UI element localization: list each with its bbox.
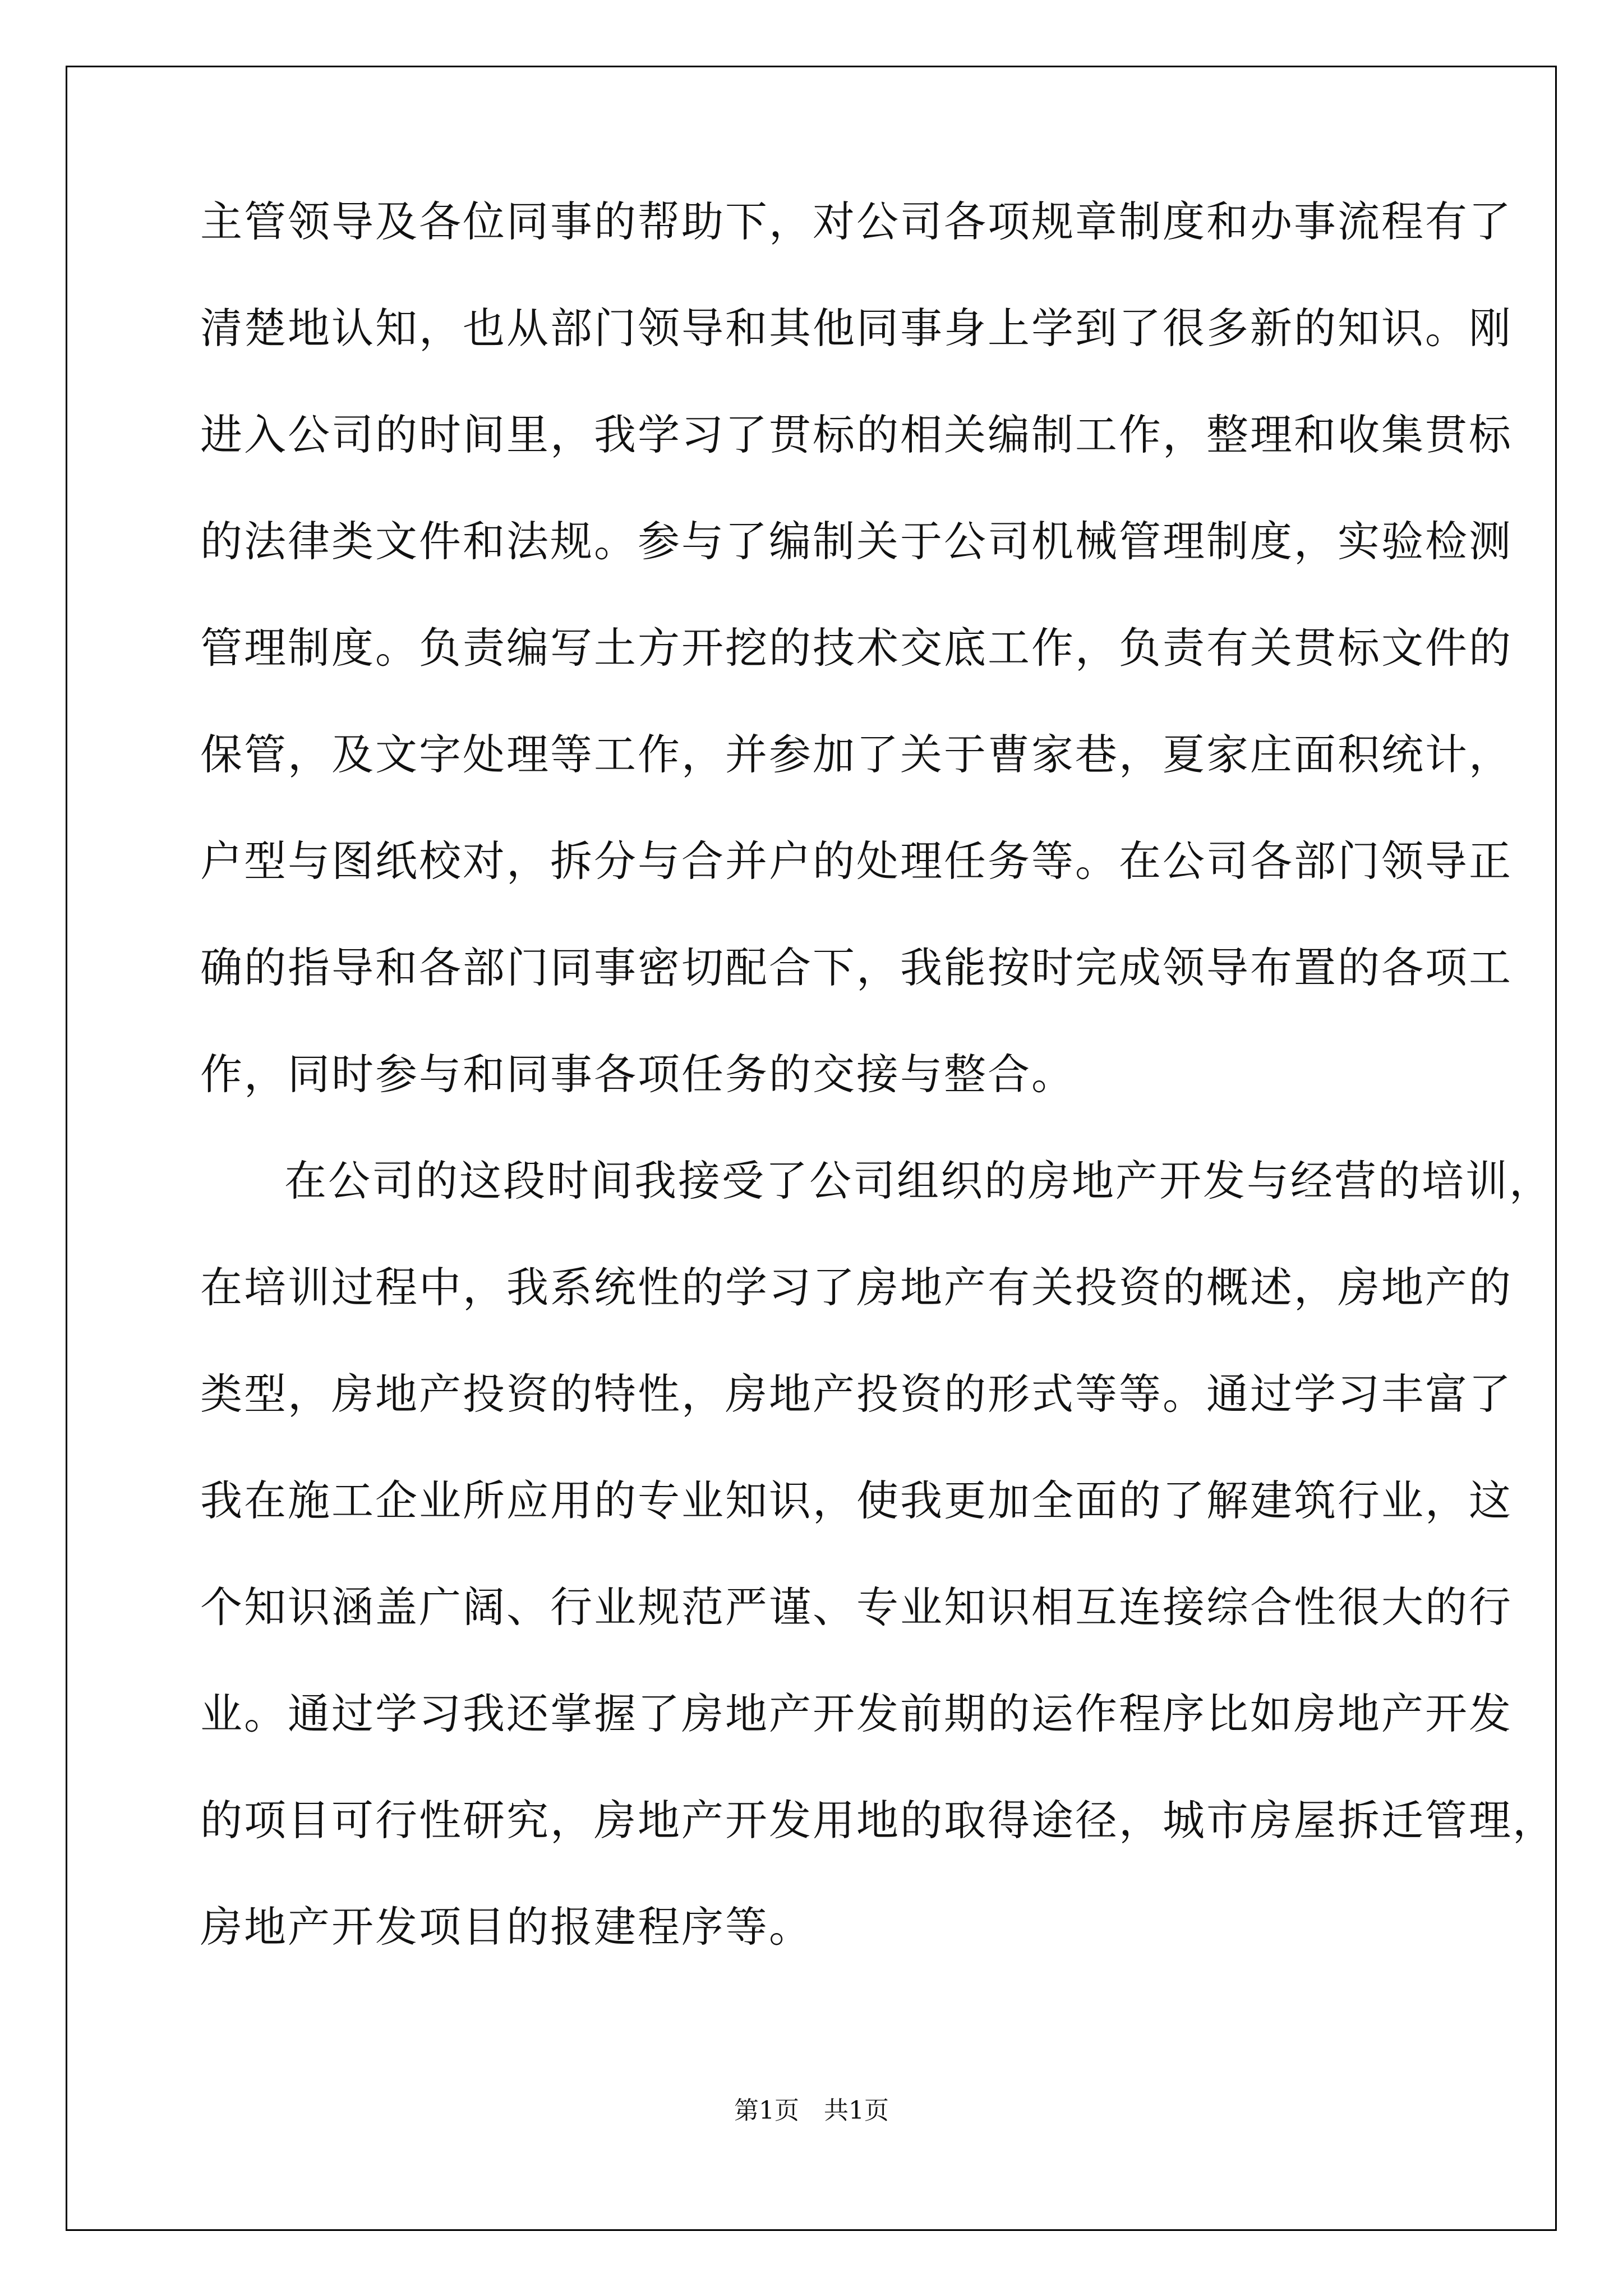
paragraph-2-line-1: 在公司的这段时间我接受了公司组织的房地产开发与经营的培训， bbox=[284, 1156, 1553, 1205]
paragraph-1-line-4: 的法律类文件和法规。参与了编制关于公司机械管理制度，实验检测 bbox=[200, 517, 1513, 566]
paragraph-1-line-9: 作，同时参与和同事各项任务的交接与整合。 bbox=[200, 1050, 1076, 1099]
paragraph-1-line-6: 保管，及文字处理等工作，并参加了关于曹家巷，夏家庄面积统计， bbox=[200, 730, 1513, 779]
paragraph-1-line-8: 确的指导和各部门同事密切配合下，我能按时完成领导布置的各项工 bbox=[200, 943, 1513, 992]
paragraph-1-line-1: 主管领导及各位同事的帮助下，对公司各项规章制度和办事流程有了 bbox=[200, 197, 1513, 246]
paragraph-2-line-8: 房地产开发项目的报建程序等。 bbox=[200, 1902, 813, 1952]
page-footer: 第1页 共1页 bbox=[734, 2096, 889, 2125]
paragraph-2-line-5: 个知识涵盖广阔、行业规范严谨、专业知识相互连接综合性很大的行 bbox=[200, 1582, 1513, 1632]
paragraph-2-line-6: 业。通过学习我还掌握了房地产开发前期的运作程序比如房地产开发 bbox=[200, 1689, 1513, 1738]
paragraph-1-line-3: 进入公司的时间里，我学习了贯标的相关编制工作，整理和收集贯标 bbox=[200, 410, 1513, 459]
paragraph-1-line-2: 清楚地认知，也从部门领导和其他同事身上学到了很多新的知识。刚 bbox=[200, 303, 1513, 353]
paragraph-2-line-4: 我在施工企业所应用的专业知识，使我更加全面的了解建筑行业，这 bbox=[200, 1476, 1513, 1525]
paragraph-2-line-2: 在培训过程中，我系统性的学习了房地产有关投资的概述，房地产的 bbox=[200, 1263, 1513, 1312]
paragraph-2-line-7: 的项目可行性研究，房地产开发用地的取得途径，城市房屋拆迁管理， bbox=[200, 1796, 1557, 1845]
paragraph-2-line-3: 类型，房地产投资的特性，房地产投资的形式等等。通过学习丰富了 bbox=[200, 1369, 1513, 1419]
paragraph-1-line-7: 户型与图纸校对，拆分与合并户的处理任务等。在公司各部门领导正 bbox=[200, 836, 1513, 886]
paragraph-1-line-5: 管理制度。负责编写土方开挖的技术交底工作，负责有关贯标文件的 bbox=[200, 623, 1513, 673]
